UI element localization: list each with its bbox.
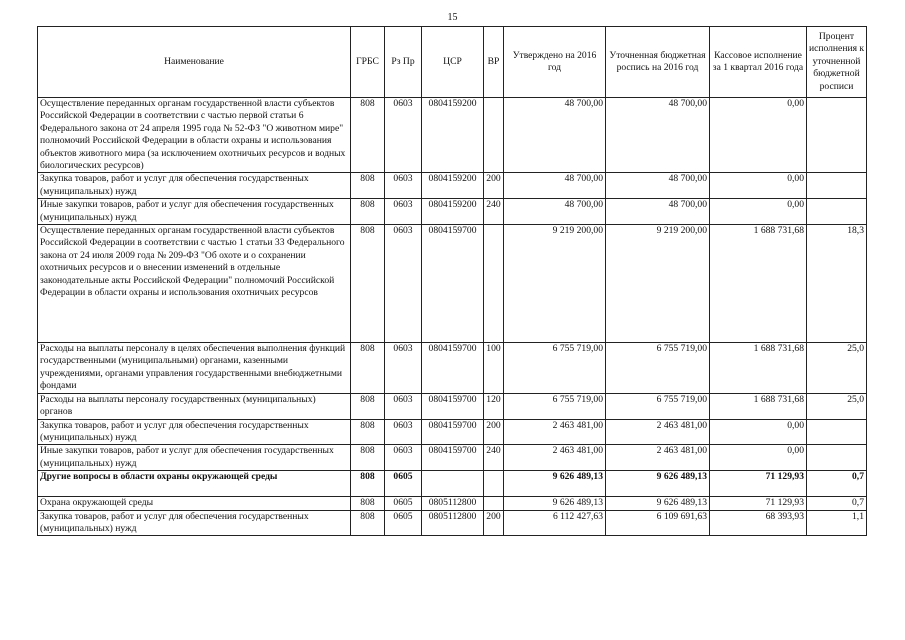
row-refined: 9 626 489,13: [606, 497, 710, 510]
row-refined: 2 463 481,00: [606, 445, 710, 471]
row-percent: [807, 199, 867, 225]
row-approved: 2 463 481,00: [504, 419, 606, 445]
row-grbs: 808: [351, 510, 385, 536]
row-percent: 0,7: [807, 471, 867, 497]
row-approved: 9 219 200,00: [504, 225, 606, 343]
row-percent: [807, 173, 867, 199]
header-cash: Кассовое исполнение за 1 квартал 2016 года: [710, 27, 807, 98]
row-name: Другие вопросы в области охраны окружающей среды: [38, 471, 351, 497]
row-approved: 9 626 489,13: [504, 471, 606, 497]
row-grbs: 808: [351, 343, 385, 394]
table-row: [38, 393, 867, 419]
row-vr: [484, 471, 504, 497]
row-name: Иные закупки товаров, работ и услуг для обеспечения государственных (муниципальных) нужд: [38, 199, 351, 225]
row-grbs: 808: [351, 471, 385, 497]
header-grbs: ГРБС: [351, 27, 385, 98]
header-approved: Утверждено на 2016 год: [504, 27, 606, 98]
table-row: [38, 343, 867, 394]
row-cash: 71 129,93: [710, 497, 807, 510]
row-rzpr: 0603: [385, 225, 422, 343]
row-csr: 0804159200: [422, 98, 484, 173]
row-refined: 6 755 719,00: [606, 393, 710, 419]
row-percent: 0,7: [807, 497, 867, 510]
row-grbs: 808: [351, 199, 385, 225]
row-approved: 48 700,00: [504, 199, 606, 225]
row-cash: 0,00: [710, 419, 807, 445]
row-cash: 68 393,93: [710, 510, 807, 536]
row-refined: 6 755 719,00: [606, 343, 710, 394]
row-cash: 1 688 731,68: [710, 225, 807, 343]
row-cash: 0,00: [710, 445, 807, 471]
table-row: [38, 173, 867, 199]
row-grbs: 808: [351, 497, 385, 510]
row-percent: 25,0: [807, 393, 867, 419]
row-csr: 0804159700: [422, 343, 484, 394]
row-rzpr: 0603: [385, 445, 422, 471]
row-approved: 48 700,00: [504, 173, 606, 199]
row-vr: [484, 497, 504, 510]
row-csr: 0804159700: [422, 225, 484, 343]
row-approved: 48 700,00: [504, 98, 606, 173]
row-vr: 120: [484, 393, 504, 419]
row-percent: 18,3: [807, 225, 867, 343]
row-cash: 71 129,93: [710, 471, 807, 497]
row-vr: 240: [484, 445, 504, 471]
table-row: [38, 445, 867, 471]
row-rzpr: 0603: [385, 343, 422, 394]
table-row: [38, 199, 867, 225]
row-name: Закупка товаров, работ и услуг для обеспечения государственных (муниципальных) нужд: [38, 419, 351, 445]
row-name: Осуществление переданных органам государственной власти субъектов Российской Федерации в соответствии с частью 1 статьи 33 Федерального закона от 24 июля 2009 года № 209-ФЗ "Об охоте и о сохранении охотничьих ресурсов и о внесении изменений в отдельные законодательные акты Российской Федерации" полномочий Российской Федерации в области охраны и использования охотничьих ресурсов: [38, 225, 351, 343]
row-grbs: 808: [351, 393, 385, 419]
header-refined: Уточненная бюджетная роспись на 2016 год: [606, 27, 710, 98]
row-csr: 0804159700: [422, 393, 484, 419]
row-approved: 2 463 481,00: [504, 445, 606, 471]
row-approved: 6 755 719,00: [504, 343, 606, 394]
header-percent: Процент исполнения к уточненной бюджетной росписи: [807, 27, 867, 98]
row-csr: 0805112800: [422, 497, 484, 510]
table-row: [38, 98, 867, 173]
row-cash: 1 688 731,68: [710, 393, 807, 419]
row-name: Закупка товаров, работ и услуг для обеспечения государственных (муниципальных) нужд: [38, 173, 351, 199]
row-percent: 1,1: [807, 510, 867, 536]
header-rzpr: Рз Пр: [385, 27, 422, 98]
row-csr: 0804159700: [422, 419, 484, 445]
row-grbs: 808: [351, 225, 385, 343]
table-row: [38, 510, 867, 536]
header-name: Наименование: [38, 27, 351, 98]
header-csr: ЦСР: [422, 27, 484, 98]
row-grbs: 808: [351, 173, 385, 199]
row-rzpr: 0603: [385, 199, 422, 225]
row-name: Иные закупки товаров, работ и услуг для обеспечения государственных (муниципальных) нужд: [38, 445, 351, 471]
row-vr: 200: [484, 173, 504, 199]
row-percent: [807, 419, 867, 445]
row-refined: 48 700,00: [606, 173, 710, 199]
row-csr: 0805112800: [422, 510, 484, 536]
row-percent: [807, 98, 867, 173]
row-percent: 25,0: [807, 343, 867, 394]
header-row: [38, 27, 867, 98]
row-rzpr: 0603: [385, 393, 422, 419]
row-cash: 0,00: [710, 98, 807, 173]
row-rzpr: 0605: [385, 471, 422, 497]
row-approved: 9 626 489,13: [504, 497, 606, 510]
row-vr: 200: [484, 510, 504, 536]
table-row: [38, 419, 867, 445]
row-name: Охрана окружающей среды: [38, 497, 351, 510]
row-rzpr: 0605: [385, 497, 422, 510]
row-approved: 6 112 427,63: [504, 510, 606, 536]
row-rzpr: 0603: [385, 98, 422, 173]
table-row: [38, 471, 867, 497]
row-refined: 2 463 481,00: [606, 419, 710, 445]
row-vr: [484, 225, 504, 343]
row-name: Расходы на выплаты персоналу в целях обеспечения выполнения функций государственными (муниципальными) органами, казенными учреждениями, органами управления государственными внебюджетными фондами: [38, 343, 351, 394]
row-refined: 48 700,00: [606, 199, 710, 225]
row-cash: 0,00: [710, 173, 807, 199]
row-rzpr: 0603: [385, 419, 422, 445]
row-name: Осуществление переданных органам государственной власти субъектов Российской Федерации в соответствии с частью первой статьи 6 Федерального закона от 24 апреля 1995 года № 52-ФЗ "О животном мире" полномочий Российской Федерации в области охраны и использования объектов животного мира (за исключением охотничьих ресурсов и водных биологических ресурсов): [38, 98, 351, 173]
row-vr: [484, 98, 504, 173]
page-number: 15: [447, 12, 458, 23]
row-vr: 240: [484, 199, 504, 225]
budget-table: [37, 26, 867, 536]
row-percent: [807, 445, 867, 471]
row-vr: 100: [484, 343, 504, 394]
row-csr: 0804159200: [422, 199, 484, 225]
row-csr: 0804159700: [422, 445, 484, 471]
row-csr: [422, 471, 484, 497]
header-vr: ВР: [484, 27, 504, 98]
row-refined: 48 700,00: [606, 98, 710, 173]
row-grbs: 808: [351, 98, 385, 173]
row-vr: 200: [484, 419, 504, 445]
row-cash: 1 688 731,68: [710, 343, 807, 394]
row-refined: 9 219 200,00: [606, 225, 710, 343]
row-grbs: 808: [351, 445, 385, 471]
row-csr: 0804159200: [422, 173, 484, 199]
row-refined: 9 626 489,13: [606, 471, 710, 497]
row-approved: 6 755 719,00: [504, 393, 606, 419]
row-refined: 6 109 691,63: [606, 510, 710, 536]
row-rzpr: 0603: [385, 173, 422, 199]
table-row: [38, 225, 867, 343]
row-rzpr: 0605: [385, 510, 422, 536]
row-grbs: 808: [351, 419, 385, 445]
row-name: Закупка товаров, работ и услуг для обеспечения государственных (муниципальных) нужд: [38, 510, 351, 536]
row-name: Расходы на выплаты персоналу государственных (муниципальных) органов: [38, 393, 351, 419]
row-cash: 0,00: [710, 199, 807, 225]
table-row: [38, 497, 867, 510]
